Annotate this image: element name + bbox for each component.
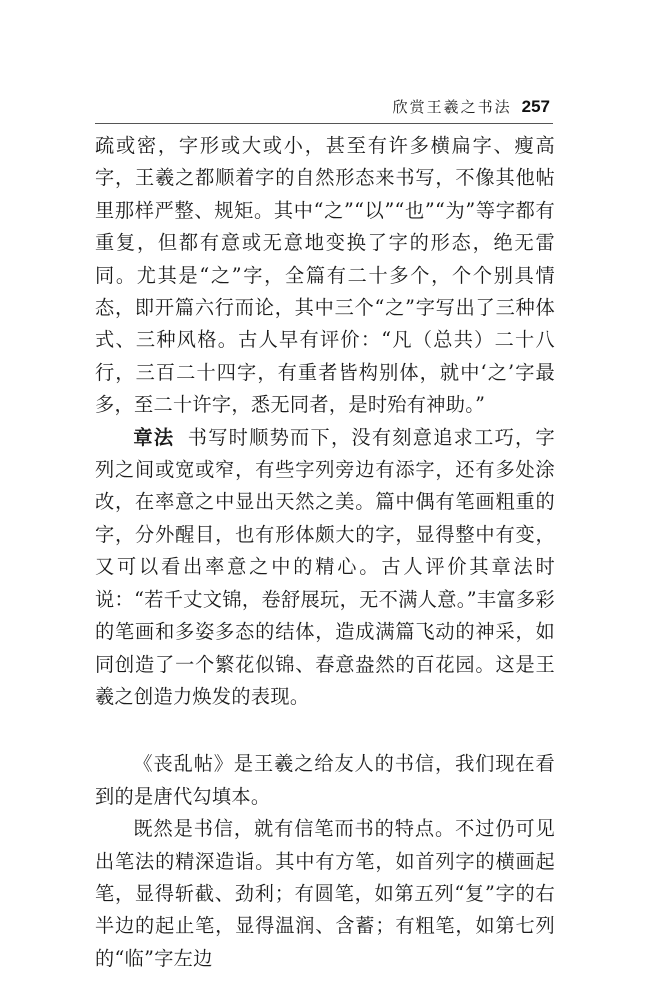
paragraph-intro-sangluan: 《丧乱帖》是王羲之给友人的书信，我们现在看到的是唐代勾填本。 bbox=[95, 752, 555, 808]
paragraph-composition-text: 书写时顺势而下，没有刻意追求工巧，字列之间或宽或窄，有些字列旁边有添字，还有多处涂改，在率意之中显出天然之美。篇中偶有笔画粗重的字，分外醒目，也有形体颇大的字，显得整中有变，又可以看出率意之中的精心。古人评价其章法时说：“若千丈文锦，卷舒展玩，无不满人意。”丰富多彩的笔画和多姿多态的结体，造成满篇飞动的神采，如同创造了一个繁花似锦、春意盎然的百花园。这是王羲之创造力焕发的表现。 bbox=[95, 425, 555, 708]
paragraph-term: 章法 bbox=[133, 425, 175, 449]
paragraph-brushwork: 既然是书信，就有信笔而书的特点。不过仍可见出笔法的精深造诣。其中有方笔，如首列字的横画起笔，显得斩截、劲利；有圆笔，如第五列“复”字的右半边的起止笔，显得温润、含蓄；有粗笔，如第七列的“临”字左边 bbox=[95, 817, 555, 970]
running-head-title: 欣赏王羲之书法 bbox=[392, 98, 512, 116]
paragraph-continuation: 疏或密，字形或大或小，甚至有许多横扁字、瘦高字，王羲之都顺着字的自然形态来书写，不像其他帖里那样严整、规矩。其中“之”“以”“也”“为”等字都有重复，但都有意或无意地变换了字的形态，绝无雷同。尤其是“之”字，全篇有二十多个，个个别具情态，即开篇六行而论，其中三个“之”字写出了三种体式、三种风格。古人早有评价：“凡（总共）二十八行，三百二十四字，有重者皆构别体，就中‘之’字最多，至二十许字，悉无同者，是时殆有神助。” bbox=[95, 134, 555, 417]
paragraph-composition bbox=[95, 422, 555, 714]
body-text bbox=[95, 130, 555, 975]
running-head bbox=[393, 96, 550, 117]
header-rule bbox=[95, 123, 553, 124]
page-number: 257 bbox=[521, 97, 550, 116]
